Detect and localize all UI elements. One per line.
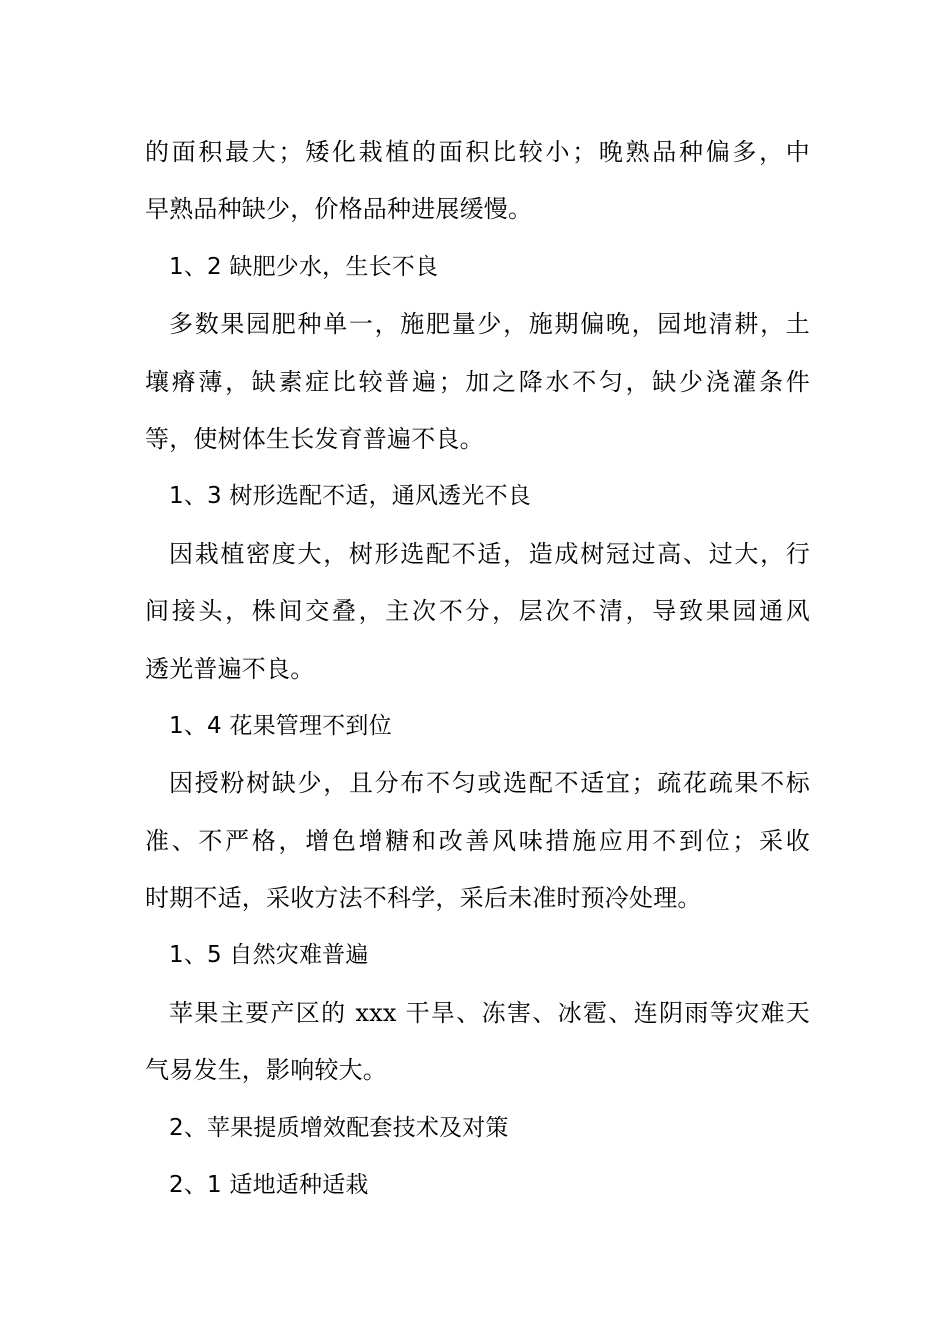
- paragraph-line: 气易发生，影响较大。: [145, 1056, 387, 1085]
- paragraph-line: 时期不适，采收方法不科学，采后未准时预冷处理。: [145, 884, 702, 913]
- section-heading: 1、3 树形选配不适，通风透光不良: [169, 483, 531, 510]
- paragraph-line: 早熟品种缺少，价格品种进展缓慢。: [145, 195, 533, 224]
- paragraph-line: 的面积最大；矮化栽植的面积比较小；晚熟品种偏多，中: [145, 138, 810, 166]
- paragraph-line: 间接头，株间交叠，主次不分，层次不清，导致果园通风: [145, 597, 810, 626]
- section-heading: 1、5 自然灾难普遍: [169, 942, 369, 969]
- paragraph-line: 等，使树体生长发育普遍不良。: [145, 424, 484, 453]
- paragraph-line: 苹果主要产区的 xxx 干旱、冻害、冰雹、连阴雨等灾难天: [169, 998, 810, 1027]
- section-heading: 1、2 缺肥少水，生长不良: [169, 253, 439, 280]
- paragraph-line: 透光普遍不良。: [145, 654, 315, 683]
- section-heading: 1、4 花果管理不到位: [169, 712, 392, 739]
- paragraph-line: 因授粉树缺少，且分布不匀或选配不适宜；疏花疏果不标: [169, 769, 810, 798]
- section-heading: 2、苹果提质增效配套技术及对策: [169, 1114, 509, 1141]
- document-body: [145, 126, 810, 1216]
- paragraph-line: 准、不严格，增色增糖和改善风味措施应用不到位；采收: [145, 826, 810, 855]
- paragraph-line: 多数果园肥种单一，施肥量少，施期偏晚，园地清耕，土: [169, 310, 810, 339]
- paragraph-line: 因栽植密度大，树形选配不适，造成树冠过高、过大，行: [169, 539, 810, 568]
- paragraph-line: 壤瘠薄，缺素症比较普遍；加之降水不匀，缺少浇灌条件: [145, 367, 810, 396]
- section-heading: 2、1 适地适种适栽: [169, 1172, 369, 1199]
